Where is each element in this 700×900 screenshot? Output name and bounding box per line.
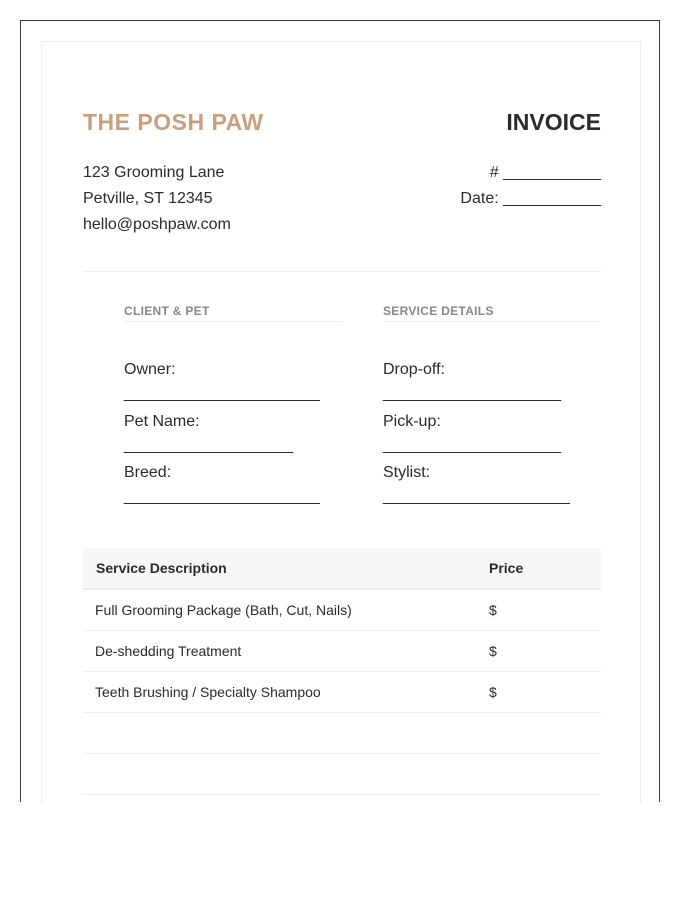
client-pet-heading: CLIENT & PET: [124, 304, 343, 322]
stylist-blank[interactable]: _____________________: [383, 488, 570, 505]
invoice-page: [20, 20, 660, 802]
table-row: [83, 589, 601, 631]
price-header: Price: [489, 548, 601, 589]
table-header-row: [83, 548, 601, 589]
drop-off-label: Drop-off:: [383, 361, 445, 378]
service-description-cell[interactable]: Full Grooming Package (Bath, Cut, Nails): [83, 589, 489, 631]
pick-up-blank[interactable]: ____________________: [383, 437, 561, 454]
header-divider: [83, 271, 601, 272]
breed-label: Breed:: [124, 464, 172, 481]
price-cell[interactable]: $: [489, 631, 601, 672]
company-email[interactable]: hello@poshpaw.com: [83, 216, 231, 233]
owner-label: Owner:: [124, 361, 176, 378]
company-address: [83, 160, 231, 238]
breed-blank[interactable]: ______________________: [124, 488, 320, 505]
service-description-cell[interactable]: [83, 754, 489, 795]
services-table: [83, 548, 601, 795]
owner-field[interactable]: [124, 361, 320, 403]
drop-off-blank[interactable]: ____________________: [383, 385, 561, 402]
client-pet-section: [124, 304, 343, 505]
address-line-1: 123 Grooming Lane: [83, 164, 225, 181]
owner-blank[interactable]: ______________________: [124, 385, 320, 402]
price-cell[interactable]: $: [489, 672, 601, 713]
service-description-header: Service Description: [83, 548, 489, 589]
pet-name-label: Pet Name:: [124, 413, 200, 430]
invoice-number-field[interactable]: # ___________: [489, 164, 601, 181]
price-cell[interactable]: [489, 713, 601, 754]
invoice-meta: [460, 160, 601, 212]
invoice-inner-border: [41, 41, 641, 803]
table-row: [83, 713, 601, 754]
price-cell[interactable]: [489, 754, 601, 795]
table-row: [83, 754, 601, 795]
service-description-cell[interactable]: De-shedding Treatment: [83, 631, 489, 672]
pet-name-field[interactable]: [124, 413, 293, 455]
pick-up-label: Pick-up:: [383, 413, 441, 430]
invoice-title: INVOICE: [506, 109, 601, 135]
drop-off-field[interactable]: [383, 361, 561, 403]
invoice-date-field[interactable]: Date: ___________: [460, 190, 601, 207]
service-details-heading: SERVICE DETAILS: [383, 304, 601, 322]
table-row: [83, 631, 601, 672]
stylist-label: Stylist:: [383, 464, 431, 481]
pick-up-field[interactable]: [383, 413, 561, 455]
address-line-2: Petville, ST 12345: [83, 190, 213, 207]
stylist-field[interactable]: [383, 464, 570, 506]
service-description-cell[interactable]: Teeth Brushing / Specialty Shampoo: [83, 672, 489, 713]
price-cell[interactable]: $: [489, 589, 601, 631]
service-description-cell[interactable]: [83, 713, 489, 754]
service-details-section: [383, 304, 601, 505]
table-row: [83, 672, 601, 713]
brand-name: THE POSH PAW: [83, 109, 264, 135]
breed-field[interactable]: [124, 464, 320, 506]
pet-name-blank[interactable]: ___________________: [124, 437, 294, 454]
